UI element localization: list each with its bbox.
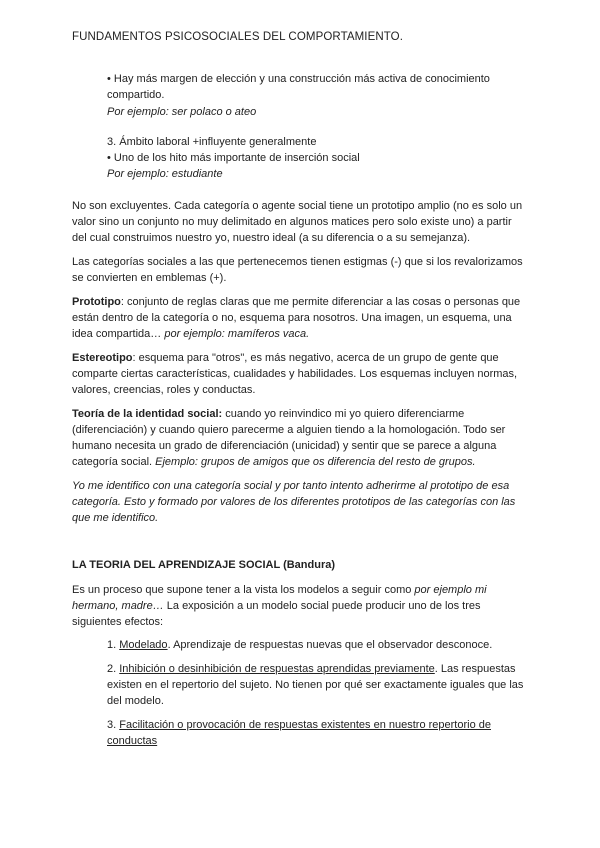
paragraph [72,582,528,630]
paragraph: Las categorías sociales a las que pertenecemos tienen estigmas (-) que si los revalorizamos se convierten en emblemas (+). [72,256,523,284]
numbered-item [107,661,531,709]
item-term: Facilitación o provocación de respuestas existentes en nuestro repertorio de conductas [107,719,491,747]
example-text: Ejemplo: grupos de amigos que os diferencia del resto de grupos. [155,456,476,468]
item-text: . Aprendizaje de respuestas nuevas que el observador desconoce. [167,639,493,651]
section-heading [72,557,528,573]
item-number: 2. [107,663,120,675]
example-text: Por ejemplo: estudiante [107,168,223,180]
item-text: . Las respuestas existen en el repertorio del sujeto. No tienen por qué ser exactamente iguales que las del modelo. [107,663,524,707]
definition-teoria-identidad [72,406,528,470]
example-text: Por ejemplo: ser polaco o ateo [107,106,257,118]
item-number: 1. [107,639,120,651]
heading-suffix: (Bandura) [280,559,336,571]
numbered-item: 3. Ámbito laboral +influyente generalmente [107,136,317,148]
definition-text: : esquema para "otros", es más negativo, acerca de un grupo de gente que comparte ciertas características, cualidades y habilidades. Los esquemas incluyen normas, valores, creencias, roles y conductas. [72,352,518,396]
term: Prototipo [72,296,121,308]
example-text: por ejemplo: mamíferos vaca. [164,328,310,340]
item-number: 3. [107,719,120,731]
term: Estereotipo [72,352,133,364]
item-term: Inhibición o desinhibición de respuestas aprendidas previamente [119,663,435,675]
bullet-item: • Hay más margen de elección y una construcción más activa de conocimiento compartido. [107,73,490,101]
bullet-item: • Uno de los hito más importante de inserción social [107,152,360,164]
term: Teoría de la identidad social: [72,408,223,420]
intro-text: La exposición a un modelo social puede producir uno de los tres siguientes efectos: [72,600,481,628]
heading-text: LA TEORIA DEL APRENDIZAJE SOCIAL [72,559,281,571]
definition-prototipo [72,294,528,342]
definition-text: cuando yo reinvindico mi yo quiero diferenciarme (diferenciación) y cuando quiero parecerme a alguien tiendo a la homologación. Todo ser humano necesita un grado de diferenciación (unicidad) y sentir que se parece a alguna categoría social. [72,408,506,468]
paragraph: No son excluyentes. Cada categoría o agente social tiene un prototipo amplio (no es solo un valor sino un conjunto no muy delimitado en algunos matices pero solo existe uno) a partir del cual construimos nuestro yo, nuestro ideal (a su diferencia o a su semejanza). [72,200,523,244]
intro-text: Es un proceso que supone tener a la vista los modelos a seguir como [72,584,415,596]
page-title: FUNDAMENTOS PSICOSOCIALES DEL COMPORTAMIENTO. [72,31,404,43]
italic-paragraph: Yo me identifico con una categoría social y por tanto intento adherirme al prototipo de esa categoría. Esto y formado por valores de los diferentes prototipos de las categorías con las que me identifico. [72,480,516,524]
numbered-item [107,717,531,749]
item-term: Modelado [119,639,168,651]
example-text: por ejemplo mi hermano, madre… [72,584,487,612]
definition-estereotipo [72,350,528,398]
definition-text: : conjunto de reglas claras que me permite diferenciar a las cosas o personas que están dentro de la categoría o no, esquema para nosotros. Una imagen, un esquema, una idea compartida… [72,296,521,340]
numbered-item [107,637,531,653]
